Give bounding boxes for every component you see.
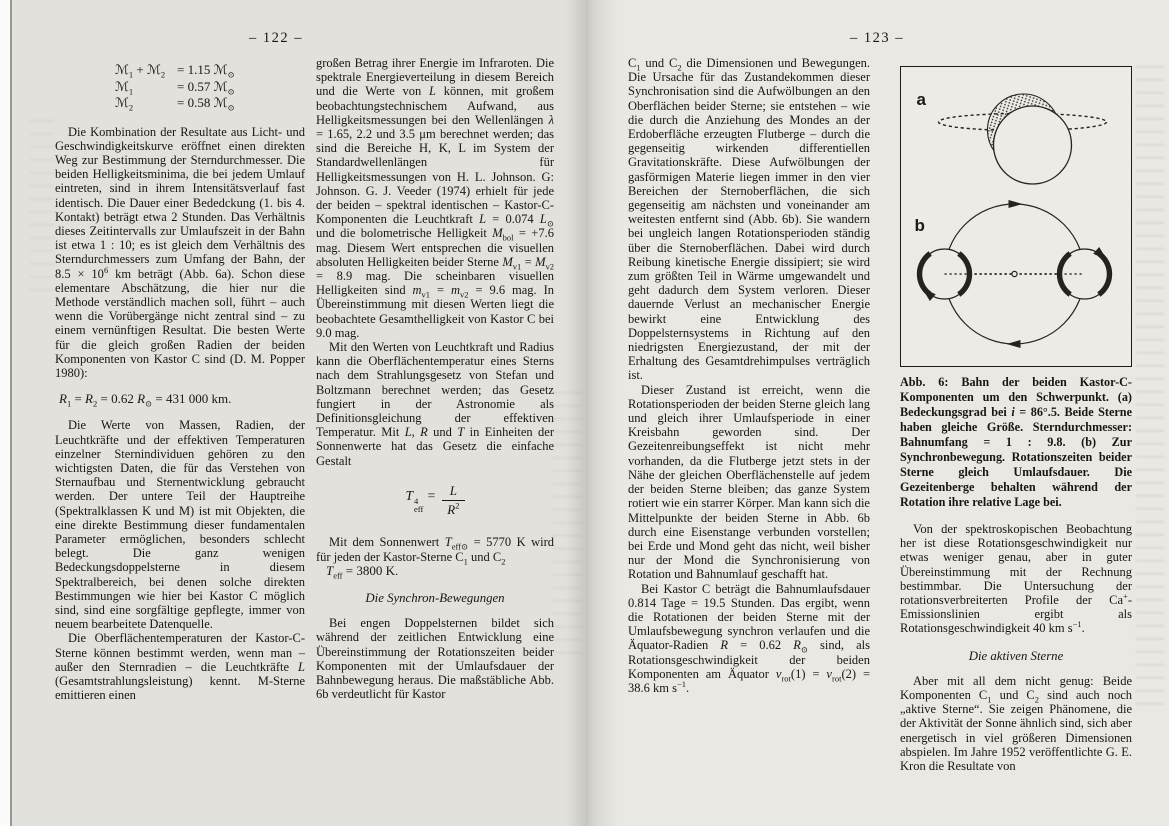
paragraph: Von der spektroskopischen Beobachtung her ist diese Rotationsgeschwindigkeit nur etwas weniger genau, aber in guter Übereinstimmung mit der Rechnung bestimmbar. Die Untersuchung der rotationsverbreiterten Profile der Ca+-Emissionslinien ergibt als Rotationsgeschwindigkeit 40 km $s^{-1}$. bbox=[900, 522, 1132, 636]
page122-column-2 bbox=[316, 56, 554, 701]
paragraph: Bei Kastor C beträgt die Bahnumlaufsdauer 0.814 Tage = 19.5 Stunden. Das ergibt, wenn die Rotationen der beiden Sterne mit der Umlaufsbewegung synchron verlaufen und die Äquator-Radien R = 0.62 $R_⊙$ sind, als Rotationsgeschwindigkeit der beiden Komponenten am Äquator $v_{rot}(1) = v_{rot}(2) = 38.6$ km $s^{-1}$. bbox=[628, 581, 871, 695]
orbit-diagram bbox=[901, 67, 1131, 366]
page123-column-2 bbox=[900, 56, 1132, 773]
paragraph: Die Kombination der Resultate aus Licht- und Geschwindigkeitskurve eröffnet einen direkten Weg zur Bestimmung der Sterndurchmesser. Die beiden Helligkeitsminima, die bei jedem Umlauf eintreten, sind in ihrem Intensitätsverlauf fast identisch. Die Dauer einer Bededckung (1. bis 4. Kontakt) beträgt etwa 2 Stunden. Das Verhältnis dieses Zeitintervalls zur Umlaufszeit in der Bahn ist etwa 1 : 10; es ist gleich dem Verhältnis des Sterndurchmessers zum Umfang der Bahn, der $8.5 \times 10^6$ km beträgt (Abb. 6a). Schon diese elementare Abschätzung, die hier nur die Methode verständlich machen soll, führt – auch wenn die Vorübergänge nicht zentral sind – zu einem vernünftigen Resultat. Die besten Werte für die gleich großen Radien der beiden Komponenten von Kastor C sind (D. M. Popper 1980): bbox=[55, 124, 305, 380]
equation-lhs: T 4 eff = bbox=[405, 487, 436, 514]
section-heading: Die aktiven Sterne bbox=[968, 648, 1064, 663]
formula-lhs: ℳ$_1$ bbox=[115, 78, 134, 97]
formula-row bbox=[115, 62, 305, 79]
figure-panel-a-label: a bbox=[916, 90, 926, 109]
orbit-arrow-bottom bbox=[1007, 340, 1021, 348]
formula-rhs: = 0.57 ℳ$_⊙$ bbox=[177, 78, 235, 97]
paragraph: Mit dem Sonnenwert $T_{eff⊙} = 5770$ K wird für jeden der Kastor-Sterne $C_1$ und $C_2$ bbox=[316, 535, 554, 566]
foreground-star bbox=[994, 106, 1072, 184]
figure-caption: Abb. 6: Bahn der beiden Kastor-C-Komponenten um den Schwerpunkt. (a) Bedeckungsgrad bei i = 86°.5. Beide Sterne haben gleiche Größe. Sterndurchmesser: Bahnumfang = 1 : 9.8. (b) Zur Synchronbewegung. Rotationszeiten beider Sterne gleich Umlaufsdauer. Die Gezeitenberge behalten während der Rotation ihre relative Lage bei. bbox=[900, 375, 1132, 509]
paragraph: Die Werte von Massen, Radien, der Leuchtkräfte und der effektiven Temperaturen einzelner Sternindividuen gehören zu den wichtigsten Daten, die für das Verstehen von Sternaufbau und Sternentwicklung gebraucht werden. Der untere Teil der Hauptreihe (Spektralklassen K und M) ist mit Objekten, die eine direkte Bestimmung dieser fundamentalen Parameter ermöglichen, besonders schlecht belegt. Die ganz wenigen Bedeckungsdoppelsterne in diesem Spektralbereich, bei denen solche direkten Bestimmungen wie hier bei Kastor C möglich sind, sind eine sorgfältige gepflegte, immer von neuem bearbeitete Datenquelle. bbox=[55, 418, 305, 632]
formula-lhs: ℳ$_2$ bbox=[115, 95, 134, 113]
radius-equation: $R_1 = R_2 = 0.62$ $R_⊙ = 431$ 000 km. bbox=[59, 391, 232, 409]
page-gutter-shadow bbox=[566, 0, 618, 826]
page122-column-1 bbox=[55, 56, 305, 702]
paragraph: Bei engen Doppelsternen bildet sich während der zeitlichen Entwicklung eine Übereinstimmung der Rotationszeiten beider Komponenten mit der Umlaufsdauer der Bahnbewegung heraus. Die maßstäbliche Abb. 6b verdeutlicht für Kastor bbox=[316, 616, 554, 702]
scan-edge-line bbox=[10, 0, 12, 826]
figure-panel-b-label: b bbox=[914, 216, 925, 235]
scan-edge bbox=[0, 0, 10, 826]
paragraph: Die Oberflächentemperaturen der Kastor-C-Sterne können bestimmt werden, wenn man – außer den Sternradien – die Leuchtkräfte L (Gesamtstrahlungsleistung) kennt. M-Sterne emittieren einen bbox=[55, 631, 305, 703]
paragraph: $C_1$ und $C_2$ die Dimensionen und Bewegungen. Die Ursache für das Zustandekommen dieser Synchronisation sind die Aufwölbungen an den Oberflächen beider Sterne; sie entstehen – wie die durch die Anziehung des Mondes an der Erdoberfläche erzeugten Flutberge – durch die gegenseitig wirkenden differentiellen Gravitationskräfte. Diese Aufwölbungen der gasförmigen Materie liegen immer in den vier Bereichen der Sternoberflächen, die sich gegenseitig am nächsten und voneinander am weitesten entfernt sind (Abb. 6b). Sie wandern bei ungleich langen Rotationsperioden ständig über die Sternoberflächen. Dabei wird durch Reibung kinetische Energie dissipiert; sie wird zum größten Teil in Wärme umgewandelt und geht dadurch dem System verloren. Dieser dauernde Verlust an mechanischer Energie bewirkt eine Entwicklung des Doppelsternsystems in Richtung auf den niedrigsten Energiezustand, der mit der Erhaltung des Gesamtdrehimpulses verträglich ist. bbox=[628, 56, 871, 383]
page-number-123: – 123 – bbox=[850, 30, 904, 46]
paragraph: Dieser Zustand ist erreicht, wenn die Rotationsperioden der beiden Sterne gleich lang und gleich ihrer Umlaufsperiode in einer Kreisbahn geworden sind. Der Gezeitenreibungseffekt ist nicht mehr vorhanden, da die Flutberge jetzt stets in der Nähe der gleichen Oberflächenstelle auf jedem der beiden Sterne bleiben; das ganze System rotiert wie ein starrer Körper. Man kann sich die Mittelpunkte der beiden Sterne in Abb. 6b durch eine Eisenstange verbunden vorstellen; bei Erde und Mond geht das nicht, weil bisher nur der Mond die Synchronisierung von Rotation und Bahnumlauf geschafft hat. bbox=[628, 382, 870, 582]
paragraph: Mit den Werten von Leuchtkraft und Radius kann die Oberflächentemperatur eines Sterns nach dem Strahlungsgesetz von Stefan und Boltzmann berechnet werden; das Gesetz fungiert in der Astronomie als Definitionsgleichung der effektiven Temperatur. Mit L, R und T in Einheiten der Sonnenwerte hat das Gesetz die einfache Gestalt bbox=[316, 340, 554, 468]
stefan-boltzmann-equation bbox=[316, 484, 554, 517]
equation-fraction bbox=[442, 484, 464, 517]
formula-rhs: = 1.15 ℳ$_⊙$ bbox=[177, 62, 235, 80]
orbit-arrow-top bbox=[1009, 200, 1023, 208]
formula-row bbox=[115, 79, 305, 96]
fraction-denominator: $R^2$ bbox=[442, 500, 464, 517]
formula-rhs: = 0.58 ℳ$_⊙$ bbox=[177, 95, 235, 113]
formula-row bbox=[115, 95, 305, 112]
center-of-mass-marker bbox=[1012, 271, 1017, 276]
fraction-numerator: L bbox=[449, 482, 458, 498]
paragraph: Aber mit all dem nicht genug: Beide Komponenten $C_1$ und $C_2$ sind auch noch „aktive Sterne“. Sie zeigen Phänomene, die der Aktivität der Sonne ähnlich sind, sich aber energetisch in viel größeren Dimensionen abspielen. Im Jahre 1952 veröffentlichte G. E. Kron die Resultate von bbox=[900, 673, 1132, 774]
section-heading: Die Synchron-Bewegungen bbox=[365, 590, 505, 605]
page123-column-1 bbox=[628, 56, 870, 695]
figure-6 bbox=[900, 66, 1132, 367]
page-number-122: – 122 – bbox=[249, 30, 303, 46]
teff-value-equation: $T_{eff} = 3800$ K. bbox=[326, 562, 399, 581]
paragraph: großen Betrag ihrer Energie im Infraroten. Die spektrale Energieverteilung in diesem Bereich und die Werte von L können, mit großem beobachtungstechnischem Aufwand, aus Helligkeitsmessungen bei den Wellenlängen λ = 1.65, 2.2 und 3.5 μm berechnet werden; das sind die Bereiche H, K, L im System der Standardwellenlängen für Helligkeitsmessungen von H. L. Johnson. G: Johnson. G. J. Veeder (1974) erhielt für jede der beiden – spektral identischen – Kastor-C-Komponenten die Leuchtkraft L = 0.074 $L_⊙$ und die bolometrische Helligkeit $M_{bol} = +7.6$ mag. Diesem Wert entsprechen die visuellen absoluten Helligkeiten beider Sterne $M_{v1} = M_{v2} = 8.9$ mag. Die scheinbaren visuellen Helligkeiten sind $m_{v1} = m_{v2} = 9.6$ mag. In Übereinstimmung mit diesen Werten liegt die beobachtete Gesamthelligkeit von Kastor C bei 9.0 mag. bbox=[316, 56, 555, 340]
formula-lhs: ℳ$_1$ + ℳ$_2$ bbox=[115, 62, 166, 80]
mass-formulas bbox=[115, 62, 305, 112]
